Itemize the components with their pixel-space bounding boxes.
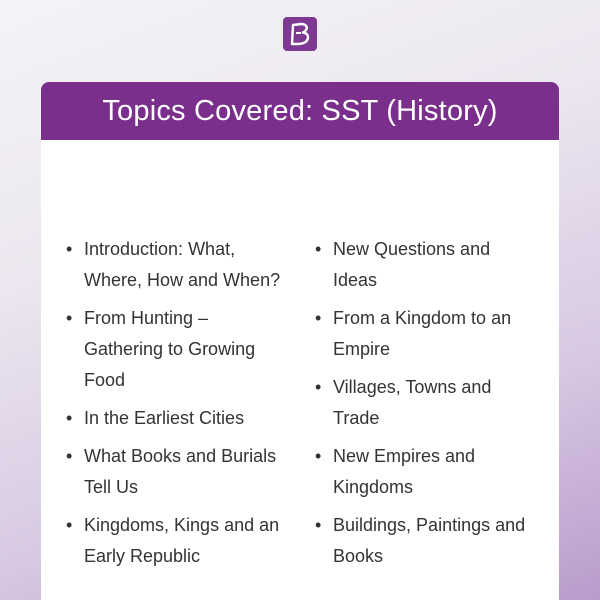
bullet-icon: • bbox=[315, 377, 322, 397]
bullet-icon: • bbox=[315, 239, 322, 259]
topic-label: In the Earliest Cities bbox=[84, 408, 245, 428]
bullet-icon: • bbox=[315, 515, 322, 535]
topic-item bbox=[315, 510, 530, 572]
topics-list-left bbox=[66, 234, 291, 579]
topic-item bbox=[66, 510, 291, 572]
byjus-b-logo-icon bbox=[283, 17, 317, 51]
topic-label: What Books and Burials Tell Us bbox=[84, 446, 277, 497]
topic-label: New Empires and Kingdoms bbox=[333, 446, 476, 497]
topic-item bbox=[315, 234, 530, 296]
topic-label: From Hunting – Gathering to Growing Food bbox=[84, 308, 256, 390]
bullet-icon: • bbox=[315, 308, 322, 328]
bullet-icon: • bbox=[66, 308, 73, 328]
bullet-icon: • bbox=[66, 408, 73, 428]
topic-item bbox=[315, 441, 530, 503]
topic-item bbox=[315, 303, 530, 365]
topic-item bbox=[315, 372, 530, 434]
topic-item bbox=[66, 441, 291, 503]
bullet-icon: • bbox=[66, 515, 73, 535]
topic-label: Buildings, Paintings and Books bbox=[333, 515, 526, 566]
topic-label: Kingdoms, Kings and an Early Republic bbox=[84, 515, 280, 566]
bullet-icon: • bbox=[66, 239, 73, 259]
bullet-icon: • bbox=[66, 446, 73, 466]
topic-item bbox=[66, 303, 291, 396]
topics-card bbox=[41, 82, 559, 600]
topics-list-right bbox=[315, 234, 530, 579]
topic-label: From a Kingdom to an Empire bbox=[333, 308, 512, 359]
topic-label: Villages, Towns and Trade bbox=[333, 377, 492, 428]
topic-item bbox=[66, 403, 291, 434]
topic-item bbox=[66, 234, 291, 296]
bullet-icon: • bbox=[315, 446, 322, 466]
card-title: Topics Covered: SST (History) bbox=[41, 82, 559, 140]
topic-label: Introduction: What, Where, How and When? bbox=[84, 239, 281, 290]
topic-label: New Questions and Ideas bbox=[333, 239, 491, 290]
